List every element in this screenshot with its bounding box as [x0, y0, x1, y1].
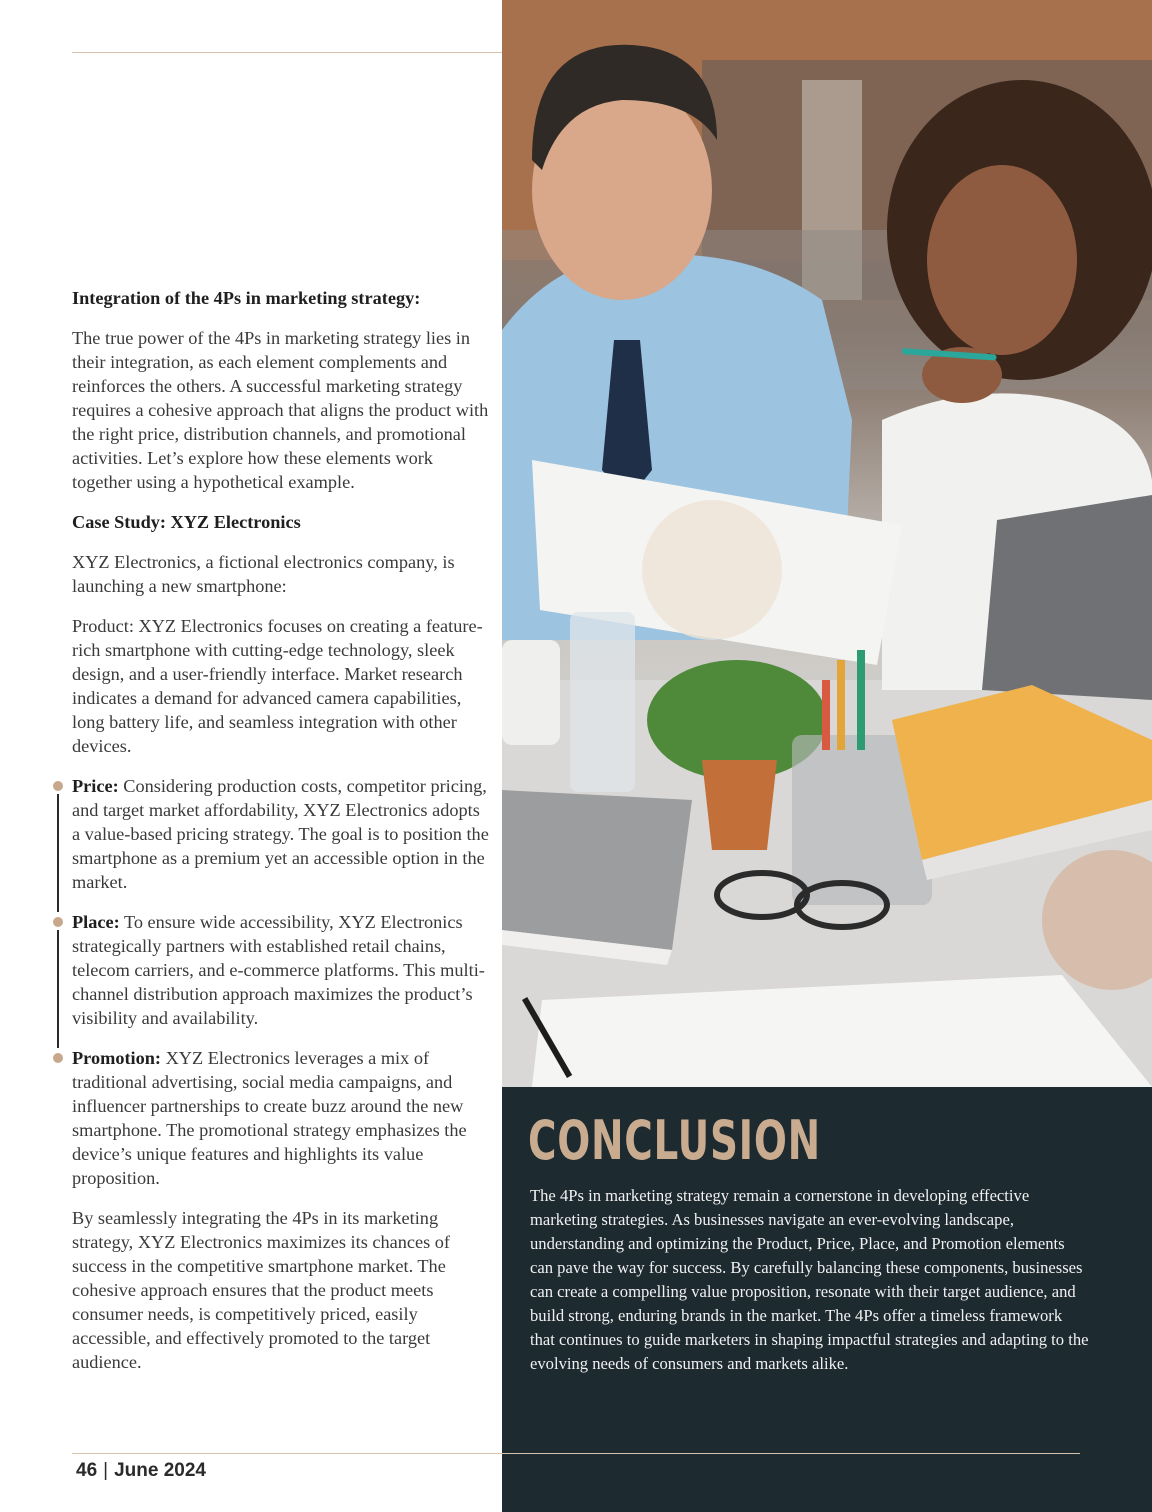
intro-paragraph: The true power of the 4Ps in marketing strategy lies in their integration, as each element complements and reinforces the others. A successful marketing strategy requires a cohesive approach that aligns the product with the right price, distribution channels, and promotional activities. Let’s explore how these elements work together using a hypothetical example. [72, 328, 489, 492]
page-footer [76, 1459, 206, 1483]
bullet-label: Promotion: [72, 1048, 162, 1068]
bullet-label: Price: [72, 776, 119, 796]
bullet-dot-icon [53, 781, 63, 791]
bullet-connector-line [57, 930, 59, 1048]
closing-paragraph: By seamlessly integrating the 4Ps in its marketing strategy, XYZ Electronics maximizes its chances of success in the competitive smartphone market. The cohesive approach ensures that the product meets consumer needs, is competitively priced, easily accessible, and effectively promoted to the target audience. [72, 1208, 451, 1372]
product-paragraph: Product: XYZ Electronics focuses on creating a feature-rich smartphone with cutting-edge technology, sleek design, and a user-friendly interface. Market research indicates a demand for advanced camera capabilities, long battery life, and seamless integration with other devices. [72, 616, 483, 756]
page-number: 46 [76, 1460, 98, 1481]
bullet-price [72, 774, 492, 894]
bullet-promotion [72, 1046, 492, 1190]
business-meeting-photo [502, 0, 1152, 1087]
bullet-connector-line [57, 794, 59, 912]
bullet-list [72, 774, 492, 1190]
case-intro-paragraph: XYZ Electronics, a fictional electronics company, is launching a new smartphone: [72, 552, 455, 596]
bullet-dot-icon [53, 917, 63, 927]
conclusion-body: The 4Ps in marketing strategy remain a cornerstone in developing effective marketing strategies. As businesses navigate an ever-evolving landscape, understanding and optimizing the Product, Price, Place, and Promotion elements can pave the way for success. By carefully balancing these components, businesses can create a compelling value proposition, resonate with their target audience, and build strong, enduring brands in the market. The 4Ps offer a timeless framework that continues to guide marketers in shaping impactful strategies and adapting to the evolving needs of consumers and markets alike. [530, 1186, 1089, 1373]
issue-date: June 2024 [114, 1460, 206, 1481]
integration-heading: Integration of the 4Ps in marketing strategy: [72, 288, 421, 308]
case-study-heading: Case Study: XYZ Electronics [72, 512, 301, 532]
bullet-text: To ensure wide accessibility, XYZ Electronics strategically partners with established retail chains, telecom carriers, and e-commerce platforms. This multi-channel distribution approach maximizes the product’s visibility and availability. [72, 912, 485, 1028]
footer-separator: | [103, 1460, 109, 1481]
bullet-place [72, 910, 492, 1030]
bullet-label: Place: [72, 912, 120, 932]
bottom-rule [72, 1453, 1080, 1454]
bullet-text: XYZ Electronics leverages a mix of traditional advertising, social media campaigns, and influencer partnerships to create buzz around the new smartphone. The promotional strategy emphasizes the device’s unique features and highlights its value proposition. [72, 1048, 467, 1188]
bullet-text: Considering production costs, competitor pricing, and target market affordability, XYZ Electronics adopts a value-based pricing strategy. The goal is to position the smartphone as a premium yet an accessible option in the market. [72, 776, 489, 892]
conclusion-title: CONCLUSION [528, 1109, 821, 1172]
article-column [72, 286, 492, 1390]
bullet-dot-icon [53, 1053, 63, 1063]
